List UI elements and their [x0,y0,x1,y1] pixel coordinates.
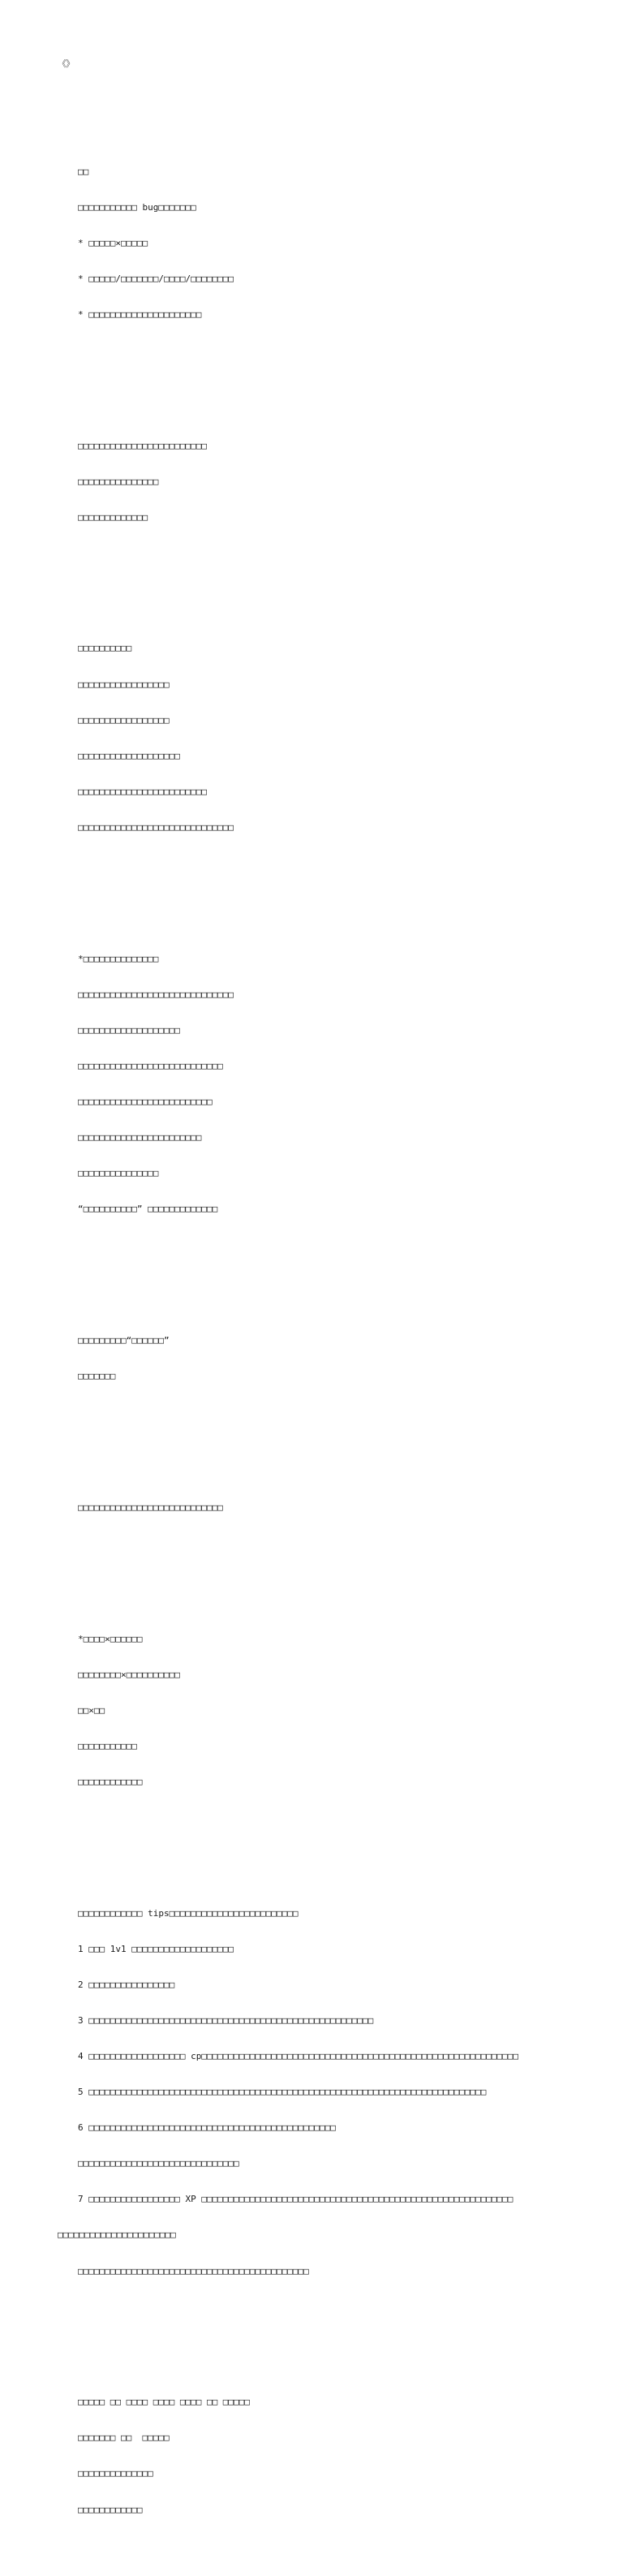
tip-item-7: 7 □□□□□□□□□□□□□□□□□ XP □□□□□□□□□□□□□□□□□□□□□□□□□□□□□□□□□□□□□□□□□□□□□□□□□□□□□□□□□□ [78,2194,513,2205]
text-line: □□□□□□□□□□□□□□□ [78,476,159,487]
text-line: □□□□□□□□□□□□ [78,1776,143,1787]
text-line: □□□□□□□□□□□□□□□□□□□□□□□□□ [78,1096,213,1108]
text-line: * □□□□□□□□□□□□□□□□□□□□□ [78,308,202,320]
tip-item-6: 6 □□□□□□□□□□□□□□□□□□□□□□□□□□□□□□□□□□□□□□□□□□□□□□ [78,2122,336,2134]
text-line: □□□□□□□□□□□□□□□□□□□□□□ [58,2229,176,2241]
paragraph-gap [78,1562,613,1574]
text-line: □□□□□□□□□□□□□□□□□□□□□□□□□□□□□ [78,989,234,1000]
text-line: * □□□□□×□□□□□ [78,237,148,248]
text-line: □□□□□□□□□□□□□□□□□□□□□□□□□□□ [78,1501,223,1513]
text-line: * □□□□□/□□□□□□□/□□□□/□□□□□□□□ [78,273,234,284]
paragraph-gap [78,881,613,894]
text-line: □□□□□□□□□□□□□□□□□□□□□□□□□□□□□□ [78,2158,239,2169]
paragraph-gap [78,1431,613,1443]
text-line: □□□□□□□□□□□□□□□□□□□□□□□□ [78,440,207,451]
text-line: □□□□□□□□□□□□□□□□□ [78,714,170,726]
text-line: □□□□□□□□□“□□□□□□” [78,1335,170,1346]
paragraph-3 [78,619,613,858]
tip-item-2: 2 □□□□□□□□□□□□□□□□ [78,1979,175,1990]
text-line: □□□□□□□□□□□□□□□□□□□□□□□□ [78,786,207,797]
tip-item-1: 1 □□□ 1v1 □□□□□□□□□□□□□□□□□□□ [78,1943,234,1954]
text-line: □□□□□□□□□□□□□□□□□□□ [78,750,180,761]
paragraph-6 [78,1478,613,1538]
text-line: □□□□□□□□□□□□□ [78,511,148,523]
text-line: □□ [78,166,89,177]
text-line: □□□□□□□□□□□ bug□□□□□□□ [78,201,196,213]
text-line: □□□□□□□□□□□□ tips□□□□□□□□□□□□□□□□□□□□□□□□ [78,1907,299,1919]
text-line: □□□□□□□□□□□□□□□□□□□□□□□□□□□□□□□□□□□□□□□□□□□ [78,2265,309,2277]
paragraph-gap [78,2325,613,2337]
paragraph-1 [78,142,613,345]
text-line: □□□□□□□□□□□□□□□□□ [78,678,170,690]
text-line: □□□□□□□ [78,1371,116,1382]
text-line: □□□□□□□□□□□□□□□□□□□□□□□□□□□□□ [78,821,234,833]
text-line: □□□□□□□□□□□□ [78,2504,143,2515]
text-line: *□□□□□□□□□□□□□□ [78,953,159,964]
paragraph-8-tips [58,1884,613,2301]
tip-item-5: 5 □□□□□□□□□□□□□□□□□□□□□□□□□□□□□□□□□□□□□□□□□□□□□□□□□□□□□□□□□□□□□□□□□□□□□□□□□□ [78,2087,487,2098]
paragraph-5 [78,1312,613,1407]
text-line: *□□□□×□□□□□□ [78,1633,143,1644]
text-line: □□□□□□□□□□□□□□□□□□□□□□□□□□□ [78,1060,223,1071]
text-line: □□□□□□□□□□□□□□ [78,2468,153,2479]
text-line: □□□□□□□□□□□□□□□□□□□ [78,1024,180,1036]
text-line: □□□□□□□□□□□ [78,1740,137,1751]
tip-item-3: 3 □□□□□□□□□□□□□□□□□□□□□□□□□□□□□□□□□□□□□□□□□□□□□□□□□□□□□ [78,2014,374,2026]
paragraph-7 [78,1609,613,1812]
text-line: □□□□□ □□ □□□□ □□□□ □□□□ □□ □□□□□ [78,2397,250,2408]
paragraph-2 [78,416,613,548]
text-line: □□□□□□□□□□□□□□□ [78,1168,159,1179]
document-header-mark: 《》 [58,58,74,69]
document-body [58,106,613,2576]
paragraph-9 [78,2373,613,2540]
paragraph-gap [78,1836,613,1848]
text-line: □□×□□ [78,1704,105,1716]
tip-item-4: 4 □□□□□□□□□□□□□□□□□□ cp□□□□□□□□□□□□□□□□□□□□□□□□□□□□□□□□□□□□□□□□□□□□□□□□□□□□□□□□□□□ [78,2050,519,2061]
paragraph-gap [78,571,613,584]
paragraph-gap [78,1264,613,1276]
paragraph-gap [78,368,613,381]
text-line: □□□□□□□□□□ [78,643,132,654]
text-line: □□□□□□□ □□ □□□□□ [78,2432,170,2444]
paragraph-4 [78,929,613,1239]
text-line: □□□□□□□□□□□□□□□□□□□□□□□ [78,1132,202,1144]
text-line: □□□□□□□□×□□□□□□□□□□ [78,1669,180,1680]
text-line: “□□□□□□□□□□” □□□□□□□□□□□□□ [78,1204,218,1215]
